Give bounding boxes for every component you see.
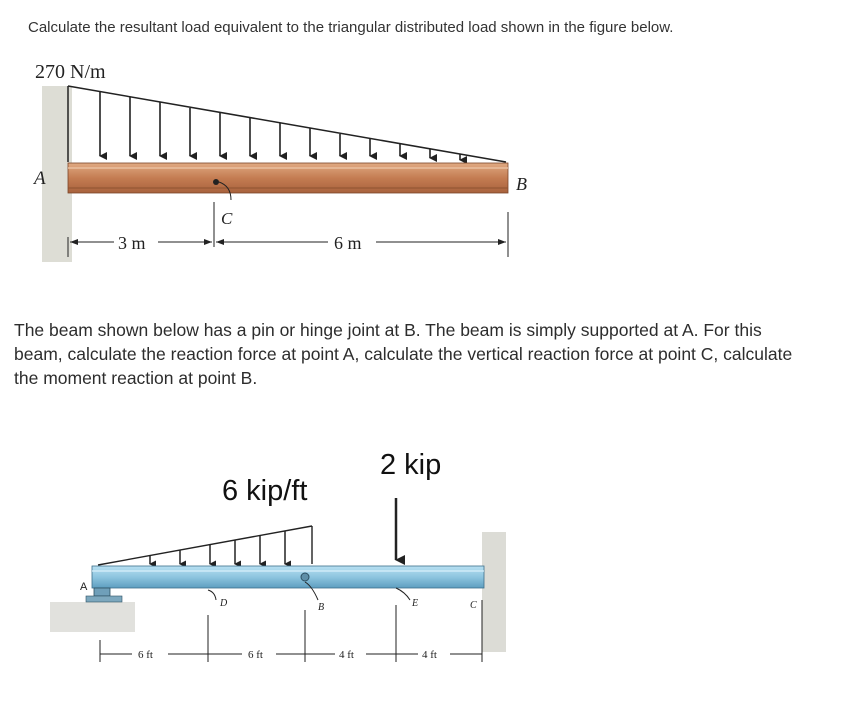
- support-a: [94, 588, 110, 596]
- point-a-label: A: [34, 168, 46, 189]
- dim-4-label: 4 ft: [422, 649, 437, 661]
- dim-3m-label: 3 m: [118, 233, 146, 253]
- figure-2-hinged-beam: [50, 440, 520, 680]
- load-profile-line: [68, 86, 506, 162]
- hinge-b: [301, 573, 309, 581]
- figure-1-triangular-load: [26, 52, 541, 268]
- load-label: 270 N/m: [35, 61, 106, 83]
- point-e-label: E: [412, 598, 419, 609]
- question-1-text: Calculate the resultant load equivalent to the triangular distributed load shown in the figure below.: [28, 19, 674, 36]
- point-c-label: C: [221, 209, 233, 228]
- dim-2-label: 6 ft: [248, 649, 263, 661]
- point-load-label: 2 kip: [380, 449, 442, 481]
- point-c-label-2: C: [470, 600, 477, 611]
- dim-6m-label: 6 m: [334, 233, 362, 253]
- dim-3-label: 4 ft: [339, 649, 354, 661]
- dim-1-label: 6 ft: [138, 649, 153, 661]
- point-c-dot: [213, 179, 219, 185]
- question-2-text: The beam shown below has a pin or hinge joint at B. The beam is simply supported at A. For this beam, calculate the reaction force at point A, calculate the vertical reaction force at point C, calculate the moment reaction at point B.: [14, 320, 793, 388]
- beam-2: [92, 566, 484, 588]
- point-b-label-2: B: [318, 602, 325, 613]
- dist-load-line: [98, 526, 312, 565]
- dist-load-label: 6 kip/ft: [222, 475, 308, 507]
- point-a-label-2: A: [80, 581, 88, 593]
- wall-right: [482, 532, 506, 652]
- load-arrows: [100, 92, 460, 160]
- dist-load-arrows: [150, 531, 285, 564]
- point-d-label: D: [220, 598, 228, 609]
- ground-left: [50, 602, 135, 632]
- point-b-label: B: [516, 174, 527, 194]
